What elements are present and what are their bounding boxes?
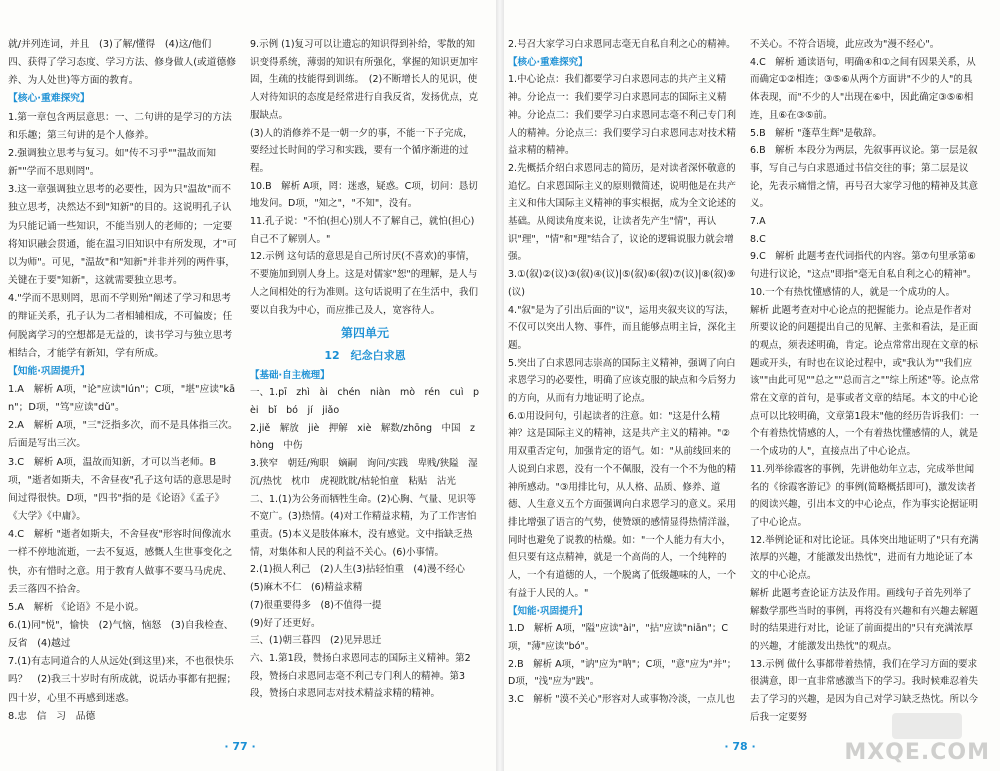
answer-paragraph: 3.①(叙)②(议)③(叙)④(议)|⑤(叙)⑥(叙)⑦(议)|⑧(叙)⑨(议) [508,269,736,298]
right-page [504,0,1000,771]
answer-paragraph: 5.B 解析 "蓬草生辉"是敬辞。 [750,127,882,139]
answer-paragraph: 7.(1)有志同道合的人从远处(到这里)来，不也很快乐吗？ (2)我三十岁时有所成就，说话办事都有把握；四十岁，心里不再感到迷惑。 [8,656,237,704]
watermark-logo [892,713,962,739]
answer-paragraph: 6.B 解析 本段分为两层，先叙事再议论。第一层是叙事，写自己与白求恩通过书信交往的事；第二层是议论，先表示痛惜之情，再号召大家学习他的精神及其意义。 [750,145,979,210]
answer-paragraph: 6.(1)同"悦"，愉快 (2)气恼，恼怒 (3)自我检查、反省 (4)越过 [8,620,234,650]
answer-paragraph: 4.C 解析 通读语句，明确④和①之间有因果关系，从而确定①②相连；③⑤⑥从两个方面讲"不少的人"的具体表现，而"不少的人"出现在⑥中，因此确定③⑤⑥相连，且⑥在③⑤前。 [750,56,976,121]
answer-paragraph: 6.①用设问句，引起读者的注意。如："这是什么精神？这是国际主义的精神，这是共产主义的精神。"②用双重否定句，加强肯定的语气。如："从前线回来的人说到白求恩，没有一个不佩服，没有一个不为他的精神所感动。"③用排比句，从人格、品质、修养、道德、人生意义五个方面强调向白求恩学习的意义。采用排比增强了语言的气势，使赞颂的感情显得热情洋溢，同时也避免了说教的枯燥。如："一个人能力有大小，但只要有这点精神，就是一个高尚的人，一个纯粹的人，一个有道德的人，一个脱离了低级趣味的人，一个有益于人民的人。" [508,410,737,599]
answer-paragraph: 四、获得了学习态度、学习方法、修身做人(或道德修养、为人处世)等方面的教育。 [8,57,237,87]
answer-paragraph: 二、1.(1)为公务而牺牲生命。(2)心胸、气量、见识等不宽广。(3)热情。(4)对工作精益求精，为了工作害怕重责。(5)本义是肢体麻木，没有感觉。文中指缺乏热情，对集体和人民的利益不关心。(6)小事情。 [250,493,477,558]
answer-paragraph: 2.jiě 解放 jiè 押解 xiè 解数/zhōng 中国 zhòng 中伤 [250,422,475,452]
right-column-2 [750,36,980,726]
unit-title: 第四单元 [340,326,389,341]
answer-paragraph: 2.(1)损人利己 (2)人生(3)拈轻怕重 (4)漫不经心 (5)麻木不仁 (6)精益求精 [250,564,475,594]
answer-paragraph: 2.A 解析 A项，"三"泛指多次，而不是具体指三次。后面是写出三次。 [8,420,238,450]
section-heading: 【基础·自主梳理】 [250,369,330,381]
lesson-title: 12 纪念白求恩 [324,348,406,362]
watermark-text: MXQE.COM [844,740,990,765]
answer-paragraph: 2.先概括介绍白求恩同志的简历，是对读者深怀敬意的追忆。白求恩国际主义的原则微简述，说明他是在共产主义和伟大国际主义精神的事实根据，成为全文论述的基础。从阅读角度来说，让读者先产生"情"，再认识"理"，"情"和"理"结合了，议论的逻辑说服力就会增强。 [508,162,737,263]
answer-paragraph: 2.号召大家学习白求恩同志毫无自私自利之心的精神。 [508,39,736,50]
answer-paragraph: 2.强调独立思考与复习。如"传不习乎""温故而知新""学而不思则罔"。 [8,147,217,178]
answer-paragraph: 10.一个有热忱懂感情的人，就是一个成功的人。 [750,286,956,298]
answer-paragraph: (7)很重要得多 (8)不值得一提 [250,599,382,611]
answer-paragraph: 4."叙"是为了引出后面的"议"，运用夹叙夹议的写法，不仅可以突出人物、事件，而且能够点明主旨，深化主题。 [508,304,737,351]
answer-paragraph: 1.A 解析 A项，"论"应读"lún"；C项，"堪"应读"kān"；D项，"笃"应读"dǔ"。 [8,383,236,414]
answer-paragraph: 9.示例 (1)复习可以让遗忘的知识得到补给，零散的知识变得系统，薄弱的知识有所强化，掌握的知识更加牢固，生疏的技能得到训练。 (2)不断增长人的见识，使人对待知识的态度是经常进行自我反省，发扬优点，克服缺点。 [250,39,479,121]
answer-paragraph: 解析 此题考查对中心论点的把握能力。论点是作者对所要议论的问题提出自己的见解、主张和看法，是正面的观点，须表述明确，肯定。论点常常出现在文章的标题或开头，有时也在议论过程中，或"我认为""我们应该""由此可见""总之""总而言之""综上所述"等。论点常常在文章的首句，是事或者文章的结尾。本文的中心论点可以比较明确，文章第1段末"他的经历告诉我们：一个有着热忱情感的人，一个有着热忱懂感情的人，就是一个成功的人"，直接点出了中心论点。 [750,304,980,458]
section-heading: 【核心·重难探究】 [508,56,588,68]
answer-paragraph: 就/并列连词，并且 (3)了解/懂得 (4)这/他们 [8,39,212,50]
answer-paragraph: 2.B 解析 A项，"讷"应为"呐"；C项，"意"应为"并"；D项，"浅"应为"践"。 [508,658,737,688]
answer-paragraph: 8.忠 信 习 品德 [8,710,96,722]
answer-paragraph: 解析 此题考查论证方法及作用。画线句子首先列举了解数学那些当时的事例，再将没有兴趣和有兴趣去解题时的结果进行对比，论证了前面提出的"只有充满浓厚的兴趣，才能激发出热忱"的观点。 [750,587,979,652]
answer-paragraph: 10.B 解析 A项，罔：迷惑，疑惑。C项，切问：恳切地发问。D项，"知之"，"不知"，没有。 [250,180,478,210]
section-heading: 【知能·巩固提升】 [508,605,588,617]
answer-paragraph: 1.第一章包含两层意思：一、二句讲的是学习的方法和乐趣；第三句讲的是个人修养。 [8,111,232,141]
right-column-1 [508,36,738,709]
answer-paragraph: 3.C 解析 "漠不关心"形容对人或事物冷淡，一点儿也 [508,694,735,706]
left-column-1 [8,36,238,726]
book-gutter [496,0,504,771]
answer-paragraph: 六、1.第1段，赞扬白求恩同志的国际主义精神。第2段，赞扬白求恩同志毫不利己专门利人的精神。第3段，赞扬白求恩同志对技术精益求精的精神。 [250,652,471,700]
answer-paragraph: 4."学而不思则罔，思而不学则殆"阐述了学习和思考的辩证关系，孔子认为二者相辅相成，不可偏废；任何脱离学习的空想都是无益的，读书学习与独立思考相结合，才能学有新知，学有所成。 [8,293,233,359]
answer-paragraph: 4.C 解析 "逝者如斯夫，不舍昼夜"形容时间像流水一样不停地流逝，一去不复返，感慨人生世事变化之快，亦有惜时之意。用于教育人做事不要马马虎虎、丢三落四不拾舍。 [8,529,233,595]
page-number: · 78 · [724,740,756,753]
section-heading: 【知能·巩固提升】 [8,365,90,377]
answer-paragraph: 5.突出了白求恩同志崇高的国际主义精神，强调了向白求恩学习的必要性，明确了应该克服的缺点和今后努力的方向，从而有力地证明了论点。 [508,357,737,405]
answer-paragraph: 1.D 解析 A项，"隘"应读"ài"，"拈"应读"niān"；C项，"薄"应读"bó"。 [508,623,728,652]
answer-paragraph: 9.C 解析 此题考查代词指代的内容。第⑦句里承第⑥句进行议论，"这点"即指"毫无自私自利之心的精神"。 [750,251,977,281]
left-page [0,0,496,771]
answer-paragraph: 8.C [750,233,766,245]
answer-paragraph: 一、1.pī zhì ài chén niàn mò rén cuì pèi bǐ bó jí jiǎo [250,387,479,417]
answer-paragraph: 3.狭窄 朝廷/殉职 嫡嗣 询问/实践 卑贱/狭隘 湿沉/热忱 枕巾 虎视眈眈/枯轮怕童 粘贴 沾光 [250,458,478,487]
page-number: · 77 · [224,740,256,753]
answer-paragraph: 5.A 解析 《论语》不是小说。 [8,601,145,613]
answer-paragraph: 不关心。不符合语境，此应改为"漫不经心"。 [750,39,940,50]
answer-paragraph: 13.示例 做什么事都带着热情，我们在学习方面的要求很满意，即一直非常感激当下的学习。我时候难忍着失去了学习的兴趣，是因为自己对学习缺乏热忱。所以今后我一定要努 [750,658,979,723]
answer-paragraph: 11.列举徐霞客的事例，先讲他幼年立志，完成举世闻名的《徐霞客游记》的事例(简略概括即可)，激发读者的阅读兴趣，引出本文的中心论点，作为事实论据证明了中心论点。 [750,463,979,528]
answer-paragraph: 11.孔子说："不怕(担心)别人不了解自己，就怕(担心)自己不了解别人。" [250,216,475,245]
answer-paragraph: (9)好了还更好。 [250,617,321,629]
answer-paragraph: (3)人的消修养不是一朝一夕的事，不能一下子完成，要经过长时间的学习和实践，要有一个循序渐进的过程。 [250,127,473,174]
answer-paragraph: 7.A [750,216,766,228]
answer-paragraph: 12.示例 这句话的意思是自己所讨厌(不喜欢)的事情，不要施加到别人身上。这是对儒家"恕"的理解，是人与人之间相处的行为准则。这句话说明了在生活中，我们要以自我为中心，而应推己及人，宽容待人。 [250,251,479,316]
answer-paragraph: 3.这一章强调独立思考的必要性，因为只"温故"而不独立思考，决然达不到"知新"的目的。这说明孔子认为只能记诵一些知识，不能当别人的老师的；一定要将知识融会贯通，能在温习旧知识中有所发现，才"可以为师"。可见，"温故"和"知新"并非并列的两件事，关键在于要"知新"，这就需要独立思考。 [8,184,237,287]
answer-paragraph: 3.C 解析 A项，温故而知新，才可以当老师。B项，"逝者如斯夫，不舍昼夜"孔子这句话的意思是时间过得很快。D项，"四书"指的是《论语》《孟子》《大学》《中庸》。 [8,456,232,523]
section-heading: 【核心·重难探究】 [8,93,90,105]
answer-paragraph: 1.中心论点：我们都要学习白求恩同志的共产主义精神。分论点一：我们要学习白求恩同志的国际主义精神。分论点二：我们要学习白求恩同志毫不利己专门利人的精神。分论点三：我们要学习白求恩同志对技术精益求精的精神。 [508,74,737,157]
answer-paragraph: 三、(1)朝三暮四 (2)见异思迁 [250,635,382,647]
answer-paragraph: 12.举例论证和对比论证。具体突出地证明了"只有充满浓厚的兴趣，才能激发出热忱"，进而有力地论证了本文的中心论点。 [750,534,979,582]
left-column-2 [250,36,480,703]
